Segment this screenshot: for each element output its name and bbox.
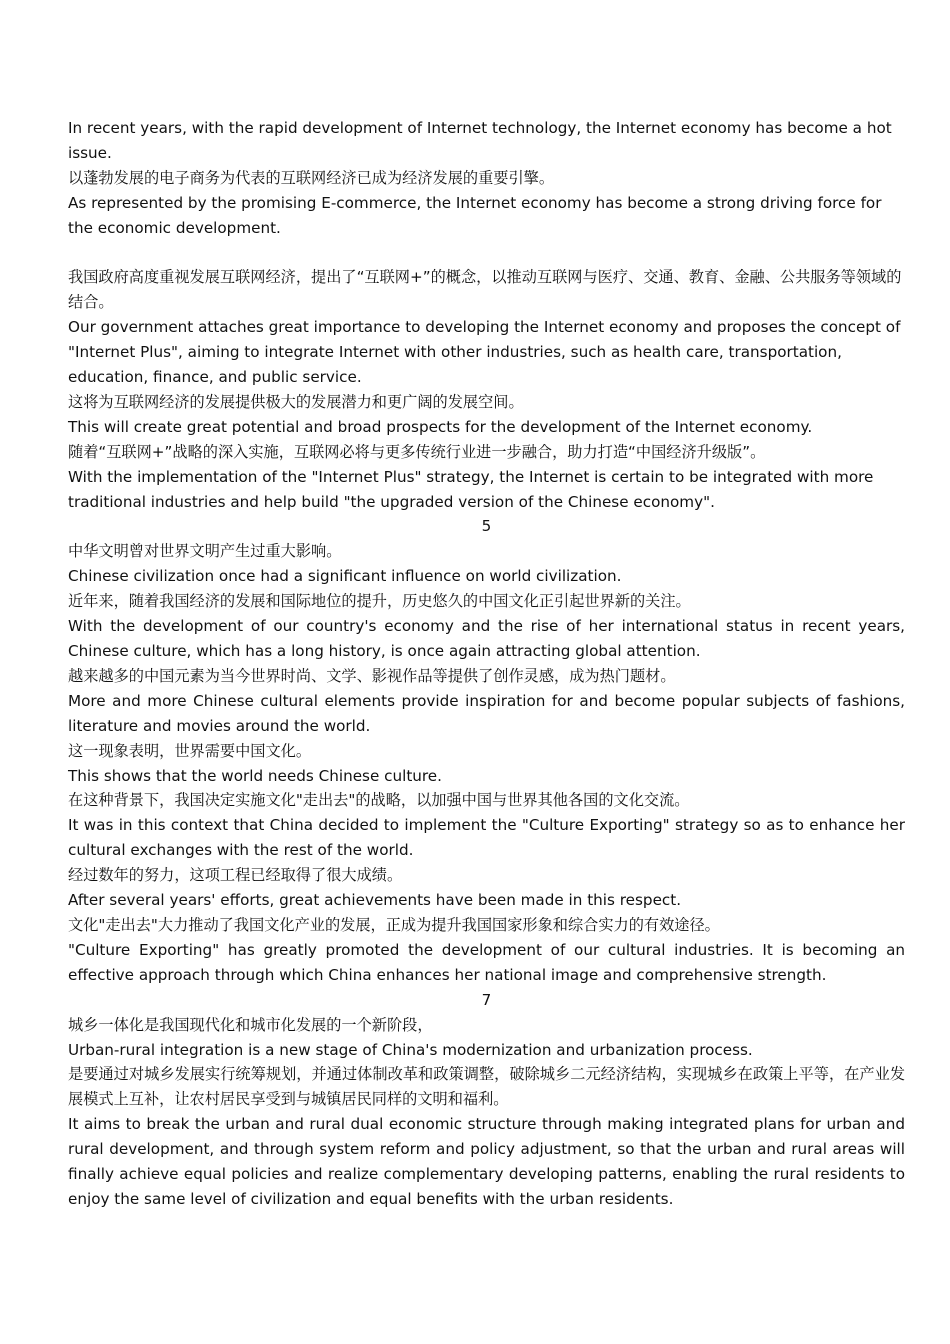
paragraph-english: With the development of our country's economy and the rise of her international status in recent years, Chinese culture, which has a long history, is once again attracting global attention. bbox=[68, 617, 905, 661]
paragraph-chinese: 经过数年的努力，这项工程已经取得了很大成绩。 bbox=[68, 866, 403, 885]
paragraph-english: Our government attaches great importance to developing the Internet economy and proposes the concept of "Internet Plus", aiming to integrate Internet with other industries, such as health care, transportation, education, finance, and public service. bbox=[68, 318, 901, 387]
paragraph-english: It was in this context that China decided to implement the "Culture Exporting" strategy so as to enhance her cultural exchanges with the rest of the world. bbox=[68, 816, 905, 860]
document-body bbox=[68, 116, 905, 1212]
paragraph-english: In recent years, with the rapid development of Internet technology, the Internet economy has become a hot issue. bbox=[68, 119, 892, 162]
paragraph-chinese: 城乡一体化是我国现代化和城市化发展的一个新阶段， bbox=[68, 1015, 433, 1034]
paragraph-english: With the implementation of the "Internet Plus" strategy, the Internet is certain to be integrated with more traditional industries and help build "the upgraded version of the Chinese economy". bbox=[68, 467, 874, 511]
paragraph-english: "Culture Exporting" has greatly promoted the development of our cultural industries. It is becoming an effective approach through which China enhances her national image and comprehensive strength. bbox=[68, 940, 905, 984]
section-number: 7 bbox=[481, 990, 492, 1009]
paragraph-english: Chinese civilization once had a significant influence on world civilization. bbox=[68, 567, 622, 586]
paragraph-english: Urban-rural integration is a new stage of China's modernization and urbanization process. bbox=[68, 1040, 753, 1059]
paragraph-english: As represented by the promising E-commerce, the Internet economy has become a strong driving force for the economic development. bbox=[68, 193, 882, 237]
paragraph-english: This shows that the world needs Chinese culture. bbox=[68, 766, 442, 785]
paragraph-english: This will create great potential and broad prospects for the development of the Internet economy. bbox=[68, 417, 813, 436]
paragraph-chinese: 以蓬勃发展的电子商务为代表的互联网经济已成为经济发展的重要引擎。 bbox=[68, 168, 554, 187]
paragraph-chinese: 我国政府高度重视发展互联网经济，提出了“互联网+”的概念，以推动互联网与医疗、交通、教育、金融、公共服务等领域的结合。 bbox=[68, 268, 902, 312]
paragraph-chinese: 近年来，随着我国经济的发展和国际地位的提升，历史悠久的中国文化正引起世界新的关注。 bbox=[68, 592, 691, 611]
paragraph-chinese: 是要通过对城乡发展实行统筹规划，并通过体制改革和政策调整，破除城乡二元经济结构，实现城乡在政策上平等，在产业发展模式上互补，让农村居民享受到与城镇居民同样的文明和福利。 bbox=[68, 1065, 905, 1109]
paragraph-chinese: 这将为互联网经济的发展提供极大的发展潜力和更广阔的发展空间。 bbox=[68, 392, 524, 411]
paragraph-english: It aims to break the urban and rural dual economic structure through making integrated plans for urban and rural development, and through system reform and policy adjustment, so that the urban and rural areas will finally achieve equal policies and realize complementary developing patterns, enabling the rural residents to enjoy the same level of civilization and equal benefits with the urban residents. bbox=[68, 1115, 905, 1208]
paragraph-chinese: 随着“互联网+”战略的深入实施，互联网必将与更多传统行业进一步融合，助力打造“中国经济升级版”。 bbox=[68, 442, 766, 461]
blank-line bbox=[68, 241, 905, 266]
paragraph-chinese: 文化"走出去"大力推动了我国文化产业的发展，正成为提升我国国家形象和综合实力的有效途径。 bbox=[68, 915, 720, 934]
paragraph-chinese: 越来越多的中国元素为当今世界时尚、文学、影视作品等提供了创作灵感，成为热门题材。 bbox=[68, 666, 676, 685]
paragraph-english: After several years' efforts, great achievements have been made in this respect. bbox=[68, 891, 682, 910]
section-number: 5 bbox=[481, 517, 492, 536]
paragraph-chinese: 这一现象表明，世界需要中国文化。 bbox=[68, 741, 311, 760]
paragraph-chinese: 在这种背景下，我国决定实施文化"走出去"的战略，以加强中国与世界其他各国的文化交流。 bbox=[68, 791, 690, 810]
paragraph-english: More and more Chinese cultural elements provide inspiration for and become popular subjects of fashions, literature and movies around the world. bbox=[68, 691, 905, 735]
paragraph-chinese: 中华文明曾对世界文明产生过重大影响。 bbox=[68, 542, 342, 561]
